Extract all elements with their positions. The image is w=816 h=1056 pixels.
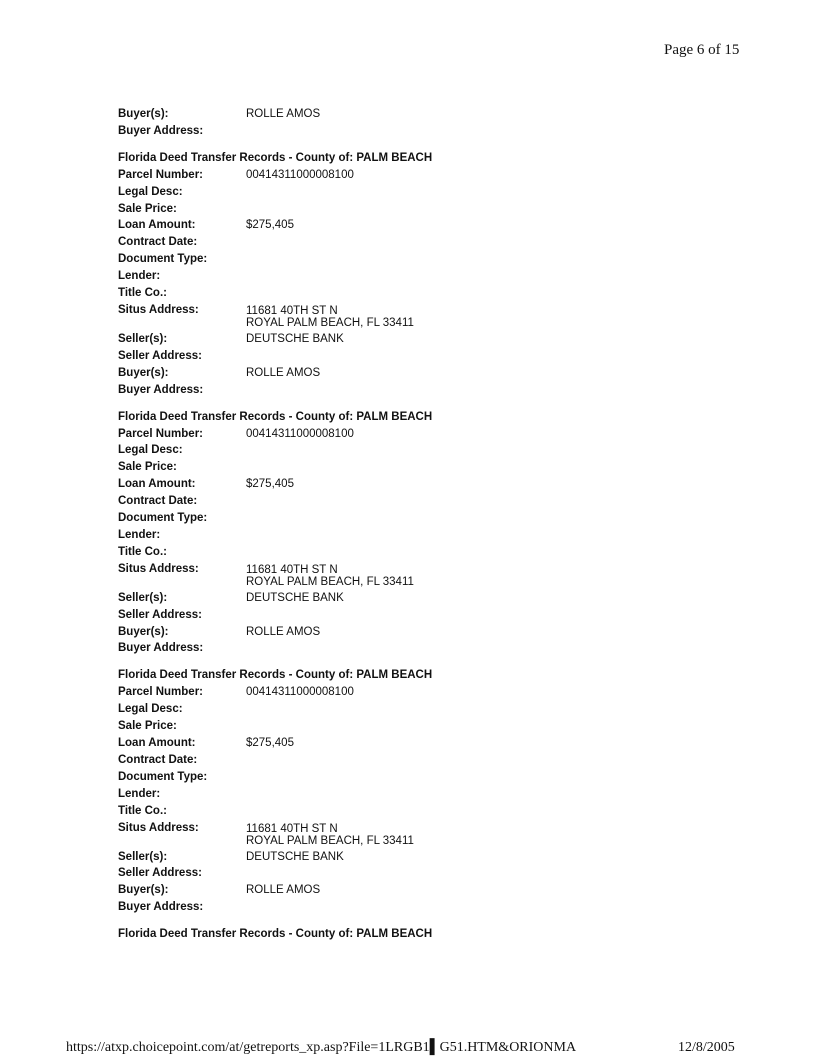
situs-line-1: 11681 40TH ST N — [246, 563, 338, 576]
field-label: Loan Amount: — [118, 219, 196, 232]
record-heading: Florida Deed Transfer Records - County of: PALM BEACH — [118, 151, 433, 164]
field-row-loan-amount — [118, 217, 638, 234]
field-value: ROLLE AMOS — [246, 366, 321, 379]
field-label: Seller Address: — [118, 349, 202, 362]
field-row-contract-date — [118, 752, 638, 769]
field-row-sale-price — [118, 718, 638, 735]
field-row-legal-desc — [118, 701, 638, 718]
field-row-parcel-number — [118, 167, 638, 184]
report-body — [118, 106, 638, 943]
field-label: Buyer(s): — [118, 884, 169, 897]
field-label: Sale Price: — [118, 202, 177, 215]
field-value — [246, 285, 638, 302]
field-label: Seller(s): — [118, 332, 168, 345]
field-value — [246, 201, 638, 218]
field-row-seller-address — [118, 348, 638, 365]
field-value: 00414311000008100 — [246, 686, 354, 699]
field-label: Seller(s): — [118, 591, 168, 604]
field-label: Title Co.: — [118, 287, 167, 300]
record-heading: Florida Deed Transfer Records - County of: PALM BEACH — [118, 669, 433, 682]
field-row-document-type — [118, 510, 638, 527]
field-row-seller-address — [118, 865, 638, 882]
field-value — [246, 718, 638, 735]
field-value — [246, 510, 638, 527]
field-label: Lender: — [118, 528, 161, 541]
field-label: Buyer Address: — [118, 383, 204, 396]
deed-record — [118, 150, 638, 399]
deed-record — [118, 409, 638, 658]
field-value — [246, 442, 638, 459]
field-value: ROLLE AMOS — [246, 884, 321, 897]
field-value — [246, 544, 638, 561]
field-value: ROLLE AMOS — [246, 625, 321, 638]
field-value — [246, 493, 638, 510]
field-value: 00414311000008100 — [246, 427, 354, 440]
field-label: Buyer Address: — [118, 901, 204, 914]
field-label: Document Type: — [118, 770, 208, 783]
field-row-sellers — [118, 590, 638, 607]
record-heading: Florida Deed Transfer Records - County of: PALM BEACH — [118, 410, 433, 423]
field-label: Loan Amount: — [118, 737, 196, 749]
field-label: Parcel Number: — [118, 168, 204, 181]
field-row-situs-address — [118, 820, 638, 849]
field-value: DEUTSCHE BANK — [246, 591, 344, 604]
field-label: Situs Address: — [118, 303, 199, 316]
field-row-buyers — [118, 624, 638, 641]
field-row-seller-address — [118, 607, 638, 624]
field-row-document-type — [118, 251, 638, 268]
field-row-lender — [118, 786, 638, 803]
field-value — [246, 459, 638, 476]
field-row-legal-desc — [118, 184, 638, 201]
field-row-situs-address — [118, 302, 638, 331]
field-value — [246, 527, 638, 544]
field-row-document-type — [118, 769, 638, 786]
field-value — [246, 786, 638, 803]
field-row-buyer-address — [118, 899, 638, 916]
field-value: $275,405 — [246, 219, 294, 232]
field-value — [246, 607, 638, 624]
field-row-buyer-address — [118, 640, 638, 657]
field-label: Title Co.: — [118, 545, 167, 558]
field-label: Situs Address: — [118, 821, 199, 834]
field-value — [246, 561, 638, 590]
field-value — [246, 348, 638, 365]
field-label: Parcel Number: — [118, 686, 204, 699]
field-row-buyers — [118, 365, 638, 382]
situs-line-2: ROYAL PALM BEACH, FL 33411 — [246, 317, 414, 330]
field-row-contract-date — [118, 234, 638, 251]
field-value — [246, 899, 638, 916]
field-row-sale-price — [118, 201, 638, 218]
field-row-title-co — [118, 803, 638, 820]
field-row-loan-amount — [118, 476, 638, 493]
field-row-parcel-number — [118, 426, 638, 443]
field-value — [246, 123, 638, 140]
field-label: Buyer Address: — [118, 124, 204, 137]
field-value — [246, 234, 638, 251]
field-label: Legal Desc: — [118, 185, 183, 198]
field-label: Lender: — [118, 270, 161, 283]
field-label: Title Co.: — [118, 804, 167, 817]
field-value: $275,405 — [246, 478, 294, 491]
field-label: Contract Date: — [118, 495, 198, 508]
field-label: Seller Address: — [118, 608, 202, 621]
field-row-legal-desc — [118, 442, 638, 459]
field-label: Buyer(s): — [118, 366, 169, 379]
field-label: Loan Amount: — [118, 478, 196, 491]
field-label: Document Type: — [118, 512, 208, 525]
field-label: Parcel Number: — [118, 427, 204, 440]
field-value — [246, 302, 638, 331]
field-label: Contract Date: — [118, 753, 198, 766]
field-label: Seller(s): — [118, 850, 168, 863]
field-row-parcel-number — [118, 684, 638, 701]
field-row-buyer-address — [118, 123, 638, 140]
field-row-sale-price — [118, 459, 638, 476]
deed-record — [118, 667, 638, 916]
field-value — [246, 268, 638, 285]
field-label: Seller Address: — [118, 867, 202, 880]
field-label: Legal Desc: — [118, 444, 183, 457]
footer-date: 12/8/2005 — [678, 1040, 735, 1055]
field-value — [246, 640, 638, 657]
field-value: ROLLE AMOS — [246, 108, 321, 120]
field-label: Legal Desc: — [118, 703, 183, 716]
field-label: Buyer(s): — [118, 625, 169, 638]
field-value — [246, 769, 638, 786]
field-value: 00414311000008100 — [246, 168, 354, 181]
field-value — [246, 701, 638, 718]
field-label: Lender: — [118, 787, 161, 800]
situs-line-2: ROYAL PALM BEACH, FL 33411 — [246, 835, 414, 848]
field-row-contract-date — [118, 493, 638, 510]
field-value: DEUTSCHE BANK — [246, 850, 344, 863]
field-value — [246, 865, 638, 882]
field-row-lender — [118, 268, 638, 285]
field-row-buyer-address — [118, 382, 638, 399]
field-label: Contract Date: — [118, 236, 198, 249]
field-row-situs-address — [118, 561, 638, 590]
field-row-title-co — [118, 285, 638, 302]
field-label: Buyer Address: — [118, 642, 204, 655]
field-value — [246, 752, 638, 769]
field-value — [246, 820, 638, 849]
situs-line-2: ROYAL PALM BEACH, FL 33411 — [246, 576, 414, 589]
field-row-buyers — [118, 882, 638, 899]
field-row-title-co — [118, 544, 638, 561]
field-value — [246, 251, 638, 268]
field-row-buyers — [118, 106, 638, 123]
field-row-sellers — [118, 331, 638, 348]
field-value: DEUTSCHE BANK — [246, 332, 344, 345]
field-row-lender — [118, 527, 638, 544]
field-label: Sale Price: — [118, 720, 177, 733]
field-label: Sale Price: — [118, 461, 177, 474]
situs-line-1: 11681 40TH ST N — [246, 304, 338, 317]
field-row-sellers — [118, 849, 638, 866]
footer-url: https://atxp.choicepoint.com/at/getreports_xp.asp?File=1LRGB1▌G51.HTM&ORIONMA — [66, 1040, 577, 1055]
page-number: Page 6 of 15 — [664, 42, 740, 58]
situs-line-1: 11681 40TH ST N — [246, 822, 338, 835]
field-value — [246, 382, 638, 399]
field-value — [246, 803, 638, 820]
field-value — [246, 184, 638, 201]
field-label: Document Type: — [118, 253, 208, 266]
field-label: Situs Address: — [118, 562, 199, 575]
field-row-loan-amount — [118, 735, 638, 752]
record-heading-continued: Florida Deed Transfer Records - County of: PALM BEACH — [118, 928, 433, 941]
field-value: $275,405 — [246, 737, 294, 749]
field-label: Buyer(s): — [118, 108, 169, 120]
